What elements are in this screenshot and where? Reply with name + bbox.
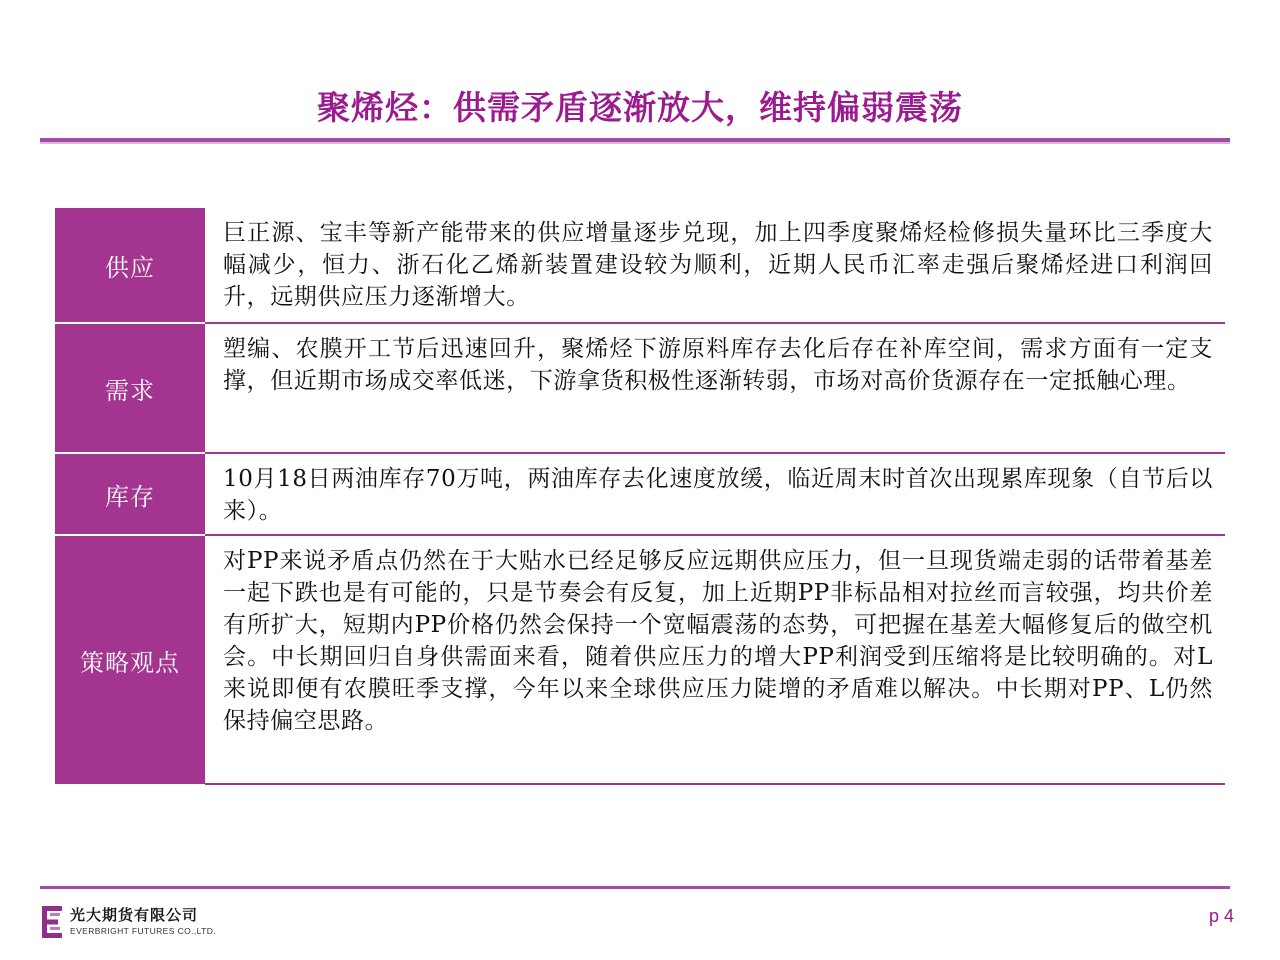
row-label-strategy: 策略观点 — [55, 536, 205, 784]
company-name-en: EVERBRIGHT FUTURES CO.,LTD. — [70, 926, 217, 936]
page-title: 聚烯烃：供需矛盾逐渐放大，维持偏弱震荡 — [317, 88, 963, 127]
table-row-inventory — [55, 454, 1225, 535]
everbright-logo-icon — [42, 906, 64, 938]
page-number: p 4 — [1208, 906, 1234, 926]
row-text-strategy: 对PP来说矛盾点仍然在于大贴水已经足够反应远期供应压力，但一旦现货端走弱的话带着基差一起下跌也是有可能的，只是节奏会有反复，加上近期PP非标品相对拉丝而言较强，均共价差有所扩大，短期内PP价格仍然会保持一个宽幅震荡的态势，可把握在基差大幅修复后的做空机会。中长期回归自身供需面来看，随着供应压力的增大PP利润受到压缩将是比较明确的。对L来说即便有农膜旺季支撑，今年以来全球供应压力陡增的矛盾难以解决。中长期对PP、L仍然保持偏空思路。 — [223, 548, 1213, 734]
row-label-demand: 需求 — [55, 324, 205, 453]
table-row-strategy — [55, 536, 1225, 784]
footer-divider — [40, 886, 1230, 889]
company-name-cn: 光大期货有限公司 — [70, 906, 199, 924]
row-text-supply: 巨正源、宝丰等新产能带来的供应增量逐步兑现，加上四季度聚烯烃检修损失量环比三季度大幅减少，恒力、浙石化乙烯新装置建设较为顺利，近期人民币汇率走强后聚烯烃进口利润回升，远期供应压力逐渐增大。 — [223, 220, 1213, 310]
row-text-demand: 塑编、农膜开工节后迅速回升，聚烯烃下游原料库存去化后存在补库空间，需求方面有一定支撑，但近期市场成交率低迷，下游拿货积极性逐渐转弱，市场对高价货源存在一定抵触心理。 — [223, 336, 1213, 394]
row-label-inventory: 库存 — [55, 454, 205, 535]
table-bottom-border — [205, 783, 1225, 785]
company-logo — [42, 904, 242, 940]
table-row-supply — [55, 208, 1225, 323]
row-label-supply: 供应 — [55, 208, 205, 323]
title-divider-shadow — [40, 142, 1230, 144]
row-text-inventory: 10月18日两油库存70万吨，两油库存去化速度放缓，临近周末时首次出现累库现象（自节后以来）。 — [223, 466, 1213, 524]
table-row-demand — [55, 324, 1225, 453]
